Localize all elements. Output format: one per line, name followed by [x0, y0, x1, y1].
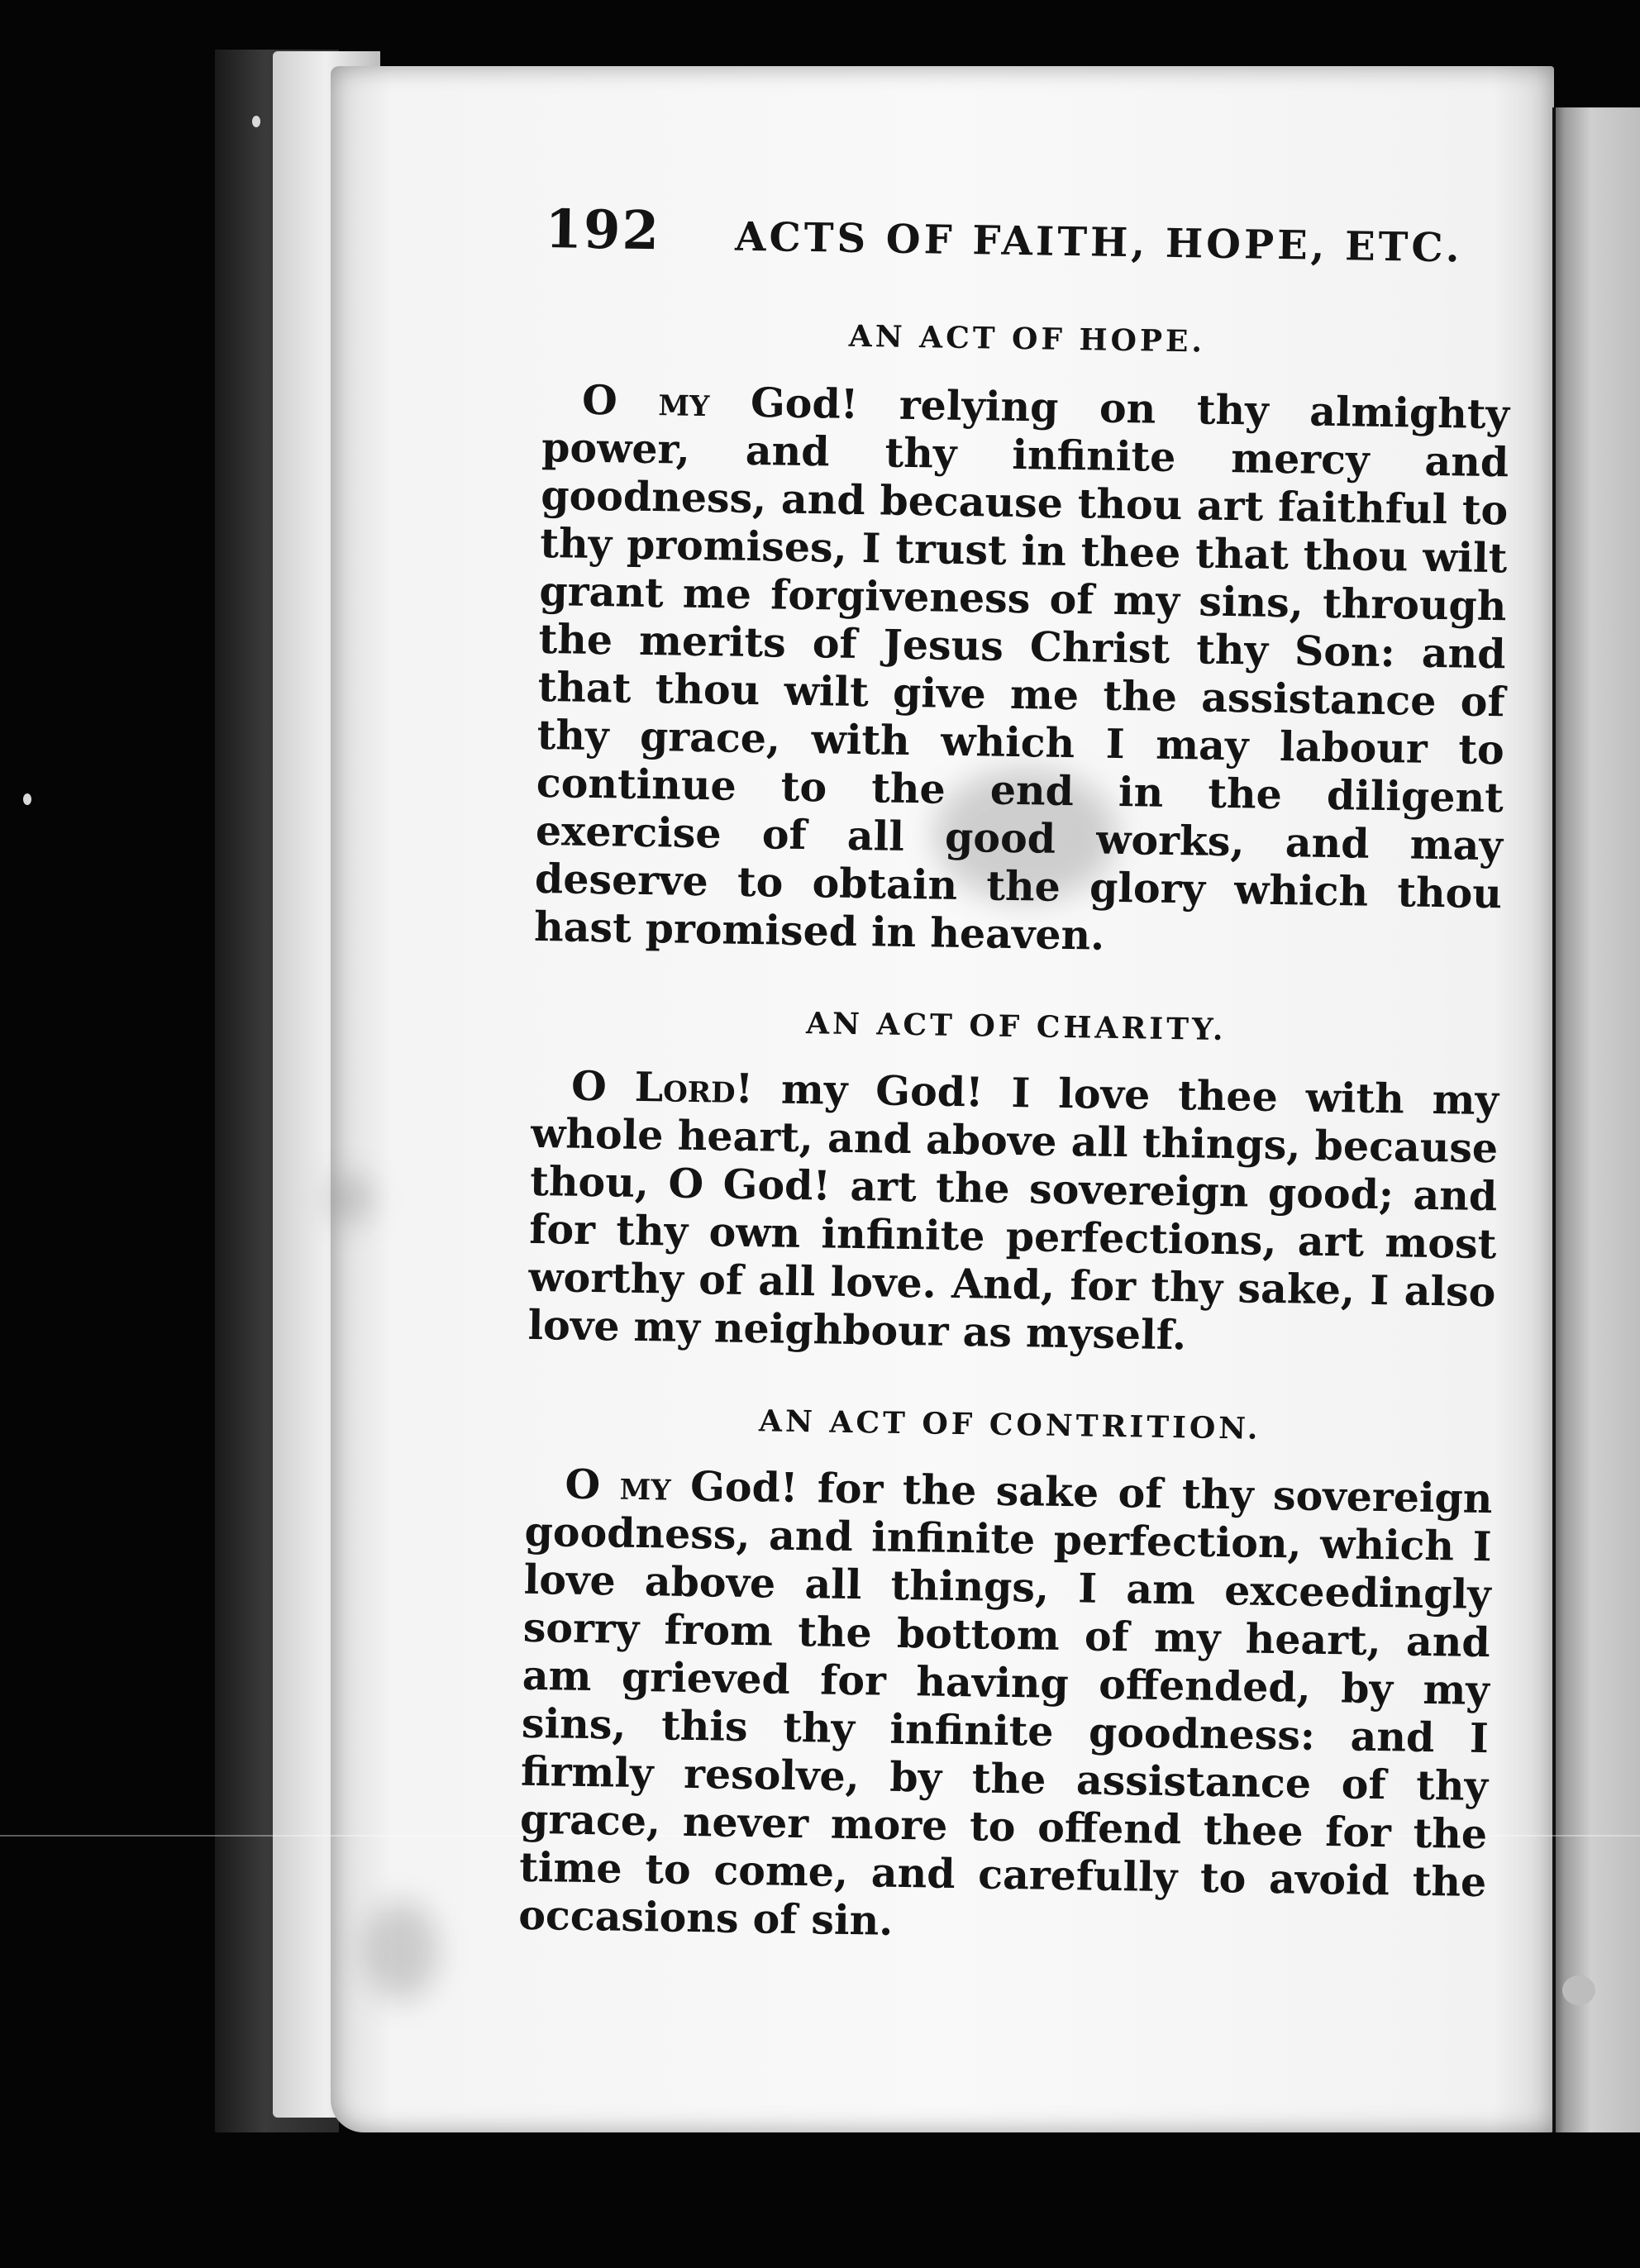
- section-heading-charity: AN ACT OF CHARITY.: [805, 1006, 1227, 1048]
- running-title: ACTS OF FAITH, HOPE, ETC.: [734, 213, 1463, 272]
- dust-speck: [23, 793, 31, 805]
- prayer-paragraph-charity: [527, 1061, 1499, 1364]
- dust-speck: [1562, 1975, 1595, 2005]
- page-stain: [331, 1174, 372, 1223]
- dust-speck: [252, 116, 260, 127]
- section-heading-contrition: AN ACT OF CONTRITION.: [758, 1403, 1261, 1446]
- prayer-opening: O: [570, 1061, 608, 1111]
- section-heading-hope: AN ACT OF HOPE.: [848, 318, 1206, 360]
- running-header: [545, 198, 1513, 288]
- page-number: 192: [544, 198, 661, 263]
- page-stain: [364, 1901, 438, 2000]
- prayer-paragraph-hope: [534, 375, 1510, 965]
- facing-page-edge: [1552, 107, 1640, 2132]
- prayer-opening: O: [565, 1460, 601, 1509]
- prayer-small-caps: my: [619, 1460, 672, 1510]
- prayer-paragraph-contrition: [518, 1460, 1493, 1954]
- prayer-body: ! my God! I love thee with my whole heart, and above all things, because thou, O God! art the sovereign good; and for thy own infinite perfections, art most worthy of all love. And, for thy sake, I also love my neighbour as myself.: [527, 1064, 1499, 1360]
- prayer-body: God! for the sake of thy sovereign goodness, and infinite perfection, which I love above all things, I am exceedingly sorry from the bottom of my heart, and am grieved for having offended, by my sins, this thy infinite goodness: and I firmly resolve, by the assistance of thy grace, never more to offend thee for the time to come, and carefully to avoid the occasions of sin.: [517, 1461, 1493, 1945]
- page-text: [518, 198, 1513, 1954]
- prayer-small-caps: my: [658, 377, 710, 426]
- prayer-small-caps: Lord: [634, 1062, 737, 1113]
- prayer-opening: O: [581, 375, 618, 425]
- prayer-body: God! relying on thy almighty power, and thy infinite mercy and goodness, and because thou art faithful to thy promises, I trust in thee that thou wilt grant me forgiveness of my sins, through the merits of Jesus Christ thy Son: and that thou wilt give me the assistance of thy grace, with which I may labour to continue to the end in the diligent exercise of all good works, and may deserve to obtain the glory which thou hast promised in heaven.: [533, 378, 1510, 960]
